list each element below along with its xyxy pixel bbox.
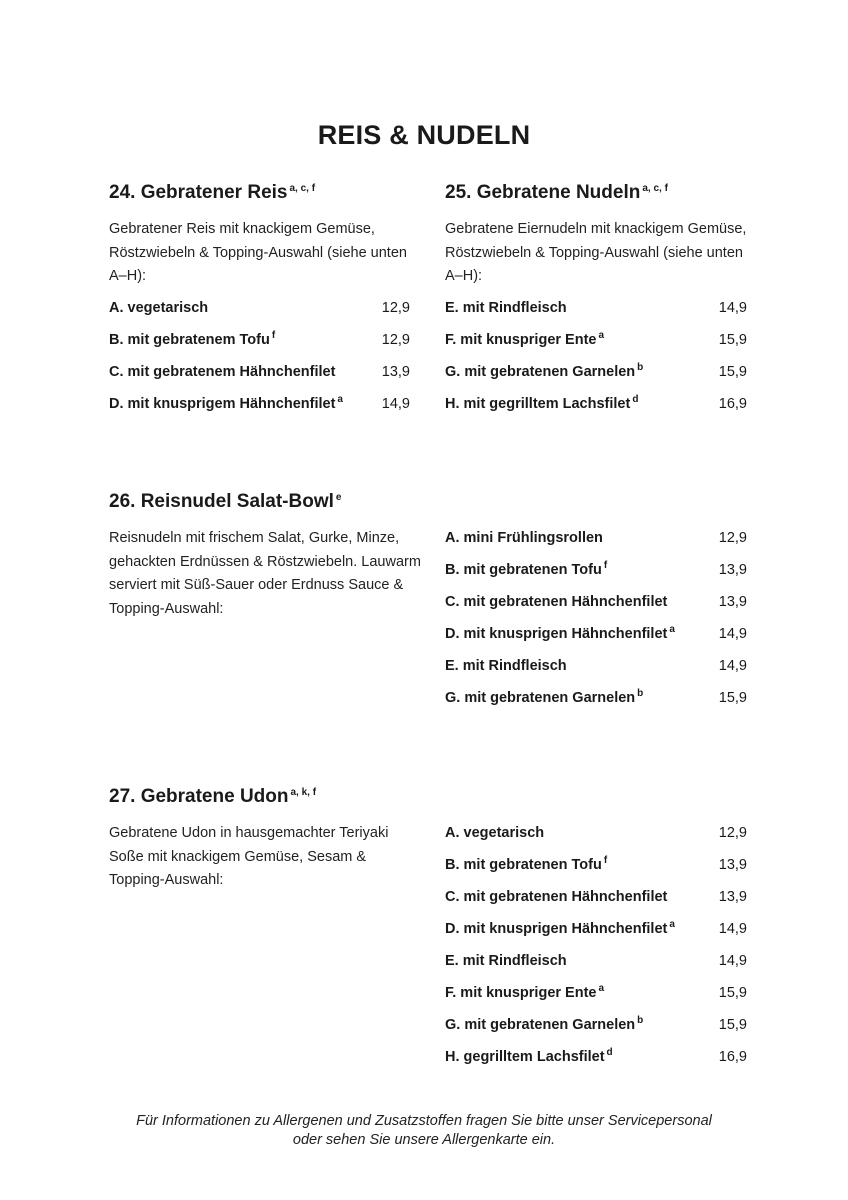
menu-item-name xyxy=(445,656,567,676)
menu-item-label: H. gegrilltem Lachsfilet xyxy=(445,1049,605,1065)
menu-item-row xyxy=(445,951,747,971)
menu-item-price: 13,9 xyxy=(381,364,410,380)
menu-item-name xyxy=(445,887,667,907)
menu-item-label: C. mit gebratenen Hähnchenfilet xyxy=(445,594,668,610)
page-title: REIS & NUDELN xyxy=(317,120,531,150)
menu-item-label: E. mit Rindfleisch xyxy=(445,300,567,316)
menu-item-name xyxy=(445,919,675,939)
menu-item-row xyxy=(445,656,747,676)
menu-item-row xyxy=(445,560,747,580)
footer-line-2: oder sehen Sie unsere Allergenkarte ein. xyxy=(292,1132,556,1148)
dish-27-title xyxy=(109,786,316,808)
menu-item-allergen: a xyxy=(598,330,605,342)
menu-item-row xyxy=(445,983,747,1003)
menu-item-name xyxy=(445,1047,613,1067)
menu-item-row xyxy=(445,528,747,548)
dish-27-description: Gebratene Udon in hausgemachter Teriyaki Soße mit knackigem Gemüse, Sesam & Topping-Auswahl: xyxy=(109,825,389,888)
menu-item-name xyxy=(445,823,544,843)
menu-item-name xyxy=(445,1015,643,1035)
menu-item-price: 15,9 xyxy=(718,985,747,1001)
menu-item-row xyxy=(109,394,410,414)
menu-item-label: B. mit gebratenen Tofu xyxy=(445,562,602,578)
menu-item-row xyxy=(445,887,747,907)
menu-item-price: 15,9 xyxy=(718,1017,747,1033)
menu-item-allergen: b xyxy=(637,688,644,700)
menu-item-price: 12,9 xyxy=(381,300,410,316)
menu-item-label: D. mit knusprigen Hähnchenfilet xyxy=(445,626,668,642)
menu-item-allergen: b xyxy=(637,362,644,374)
menu-item-price: 14,9 xyxy=(718,921,747,937)
menu-item-row xyxy=(445,362,747,382)
dish-24-allergens: a, c, f xyxy=(289,182,316,194)
menu-item-name xyxy=(445,330,604,350)
menu-item-row xyxy=(109,362,410,382)
dish-24-description: Gebratener Reis mit knackigem Gemüse, Röstzwiebeln & Topping-Auswahl (siehe unten A–H): xyxy=(109,221,407,284)
menu-item-allergen: b xyxy=(637,1015,644,1027)
menu-item-allergen: d xyxy=(632,394,639,406)
dish-26-allergens: e xyxy=(335,491,342,503)
menu-item-name xyxy=(445,855,607,875)
menu-item-allergen: a xyxy=(598,983,605,995)
menu-item-name xyxy=(445,592,667,612)
menu-item-name xyxy=(109,394,343,414)
menu-item-row xyxy=(445,1047,747,1067)
menu-item-name xyxy=(109,298,208,318)
menu-item-label: E. mit Rindfleisch xyxy=(445,953,567,969)
menu-item-allergen: f xyxy=(271,330,276,342)
dish-25-name: 25. Gebratene Nudeln xyxy=(445,182,641,203)
menu-item-price: 15,9 xyxy=(718,364,747,380)
menu-item-label: D. mit knusprigem Hähnchenfilet xyxy=(109,396,336,412)
menu-item-name xyxy=(445,688,643,708)
menu-item-price: 16,9 xyxy=(718,1049,747,1065)
menu-item-price: 14,9 xyxy=(718,658,747,674)
menu-item-name xyxy=(445,624,675,644)
menu-item-name xyxy=(445,528,603,548)
allergen-footer xyxy=(0,1112,848,1150)
menu-item-price: 12,9 xyxy=(718,530,747,546)
menu-item-price: 13,9 xyxy=(718,594,747,610)
menu-item-label: G. mit gebratenen Garnelen xyxy=(445,690,636,706)
dish-26-description: Reisnudeln mit frischem Salat, Gurke, Minze, gehackten Erdnüssen & Röstzwiebeln. Lauwarm serviert mit Süß-Sauer oder Erdnuss Sauce & Topping-Auswahl: xyxy=(109,530,421,617)
menu-item-name xyxy=(445,951,567,971)
menu-item-name xyxy=(445,983,604,1003)
dish-25-description: Gebratene Eiernudeln mit knackigem Gemüse, Röstzwiebeln & Topping-Auswahl (siehe unten A–H): xyxy=(445,221,747,284)
menu-item-allergen: f xyxy=(603,560,608,572)
menu-item-row xyxy=(445,394,747,414)
menu-item-name xyxy=(445,394,638,414)
menu-item-row xyxy=(445,592,747,612)
menu-item-row xyxy=(445,823,747,843)
menu-item-label: E. mit Rindfleisch xyxy=(445,658,567,674)
dish-24-title xyxy=(109,182,315,204)
menu-item-name xyxy=(445,298,567,318)
menu-item-allergen: d xyxy=(606,1047,613,1059)
menu-item-name xyxy=(445,560,607,580)
menu-item-label: F. mit knuspriger Ente xyxy=(445,332,597,348)
menu-item-row xyxy=(445,1015,747,1035)
menu-item-price: 14,9 xyxy=(718,300,747,316)
menu-item-allergen: f xyxy=(603,855,608,867)
menu-item-row xyxy=(109,330,410,350)
menu-item-row xyxy=(445,919,747,939)
menu-item-name xyxy=(109,362,335,382)
menu-item-price: 15,9 xyxy=(718,690,747,706)
menu-item-price: 12,9 xyxy=(381,332,410,348)
menu-item-price: 12,9 xyxy=(718,825,747,841)
menu-item-label: G. mit gebratenen Garnelen xyxy=(445,1017,636,1033)
menu-item-row xyxy=(445,855,747,875)
menu-item-label: G. mit gebratenen Garnelen xyxy=(445,364,636,380)
menu-item-row xyxy=(445,298,747,318)
menu-item-name xyxy=(445,362,643,382)
menu-item-label: A. vegetarisch xyxy=(445,825,545,841)
menu-item-label: D. mit knusprigen Hähnchenfilet xyxy=(445,921,668,937)
menu-item-label: A. mini Frühlingsrollen xyxy=(445,530,603,546)
menu-item-price: 14,9 xyxy=(718,953,747,969)
menu-item-row xyxy=(109,298,410,318)
menu-item-price: 14,9 xyxy=(718,626,747,642)
menu-item-allergen: a xyxy=(669,919,675,931)
dish-27-name: 27. Gebratene Udon xyxy=(109,786,289,807)
menu-item-row xyxy=(445,688,747,708)
menu-item-allergen: a xyxy=(337,394,343,406)
dish-27-allergens: a, k, f xyxy=(290,786,317,798)
menu-item-label: A. vegetarisch xyxy=(109,300,209,316)
menu-item-name xyxy=(109,330,275,350)
menu-item-label: C. mit gebratenem Hähnchenfilet xyxy=(109,364,336,380)
dish-24-name: 24. Gebratener Reis xyxy=(109,182,288,203)
dish-25-allergens: a, c, f xyxy=(642,182,668,194)
menu-item-row xyxy=(445,330,747,350)
menu-item-label: C. mit gebratenen Hähnchenfilet xyxy=(445,889,668,905)
menu-item-row xyxy=(445,624,747,644)
menu-item-price: 13,9 xyxy=(718,889,747,905)
menu-item-price: 13,9 xyxy=(718,562,747,578)
dish-26-title xyxy=(109,491,341,513)
dish-26-name: 26. Reisnudel Salat-Bowl xyxy=(109,491,334,512)
menu-item-price: 14,9 xyxy=(381,396,410,412)
menu-item-price: 15,9 xyxy=(718,332,747,348)
menu-item-label: F. mit knuspriger Ente xyxy=(445,985,597,1001)
menu-item-price: 16,9 xyxy=(718,396,747,412)
footer-line-1: Für Informationen zu Allergenen und Zusatzstoffen fragen Sie bitte unser Servicepersonal xyxy=(136,1113,712,1129)
menu-item-label: B. mit gebratenen Tofu xyxy=(445,857,602,873)
dish-25-title xyxy=(445,182,668,204)
menu-item-price: 13,9 xyxy=(718,857,747,873)
menu-item-label: B. mit gebratenem Tofu xyxy=(109,332,270,348)
menu-item-allergen: a xyxy=(669,624,675,636)
menu-item-label: H. mit gegrilltem Lachsfilet xyxy=(445,396,631,412)
